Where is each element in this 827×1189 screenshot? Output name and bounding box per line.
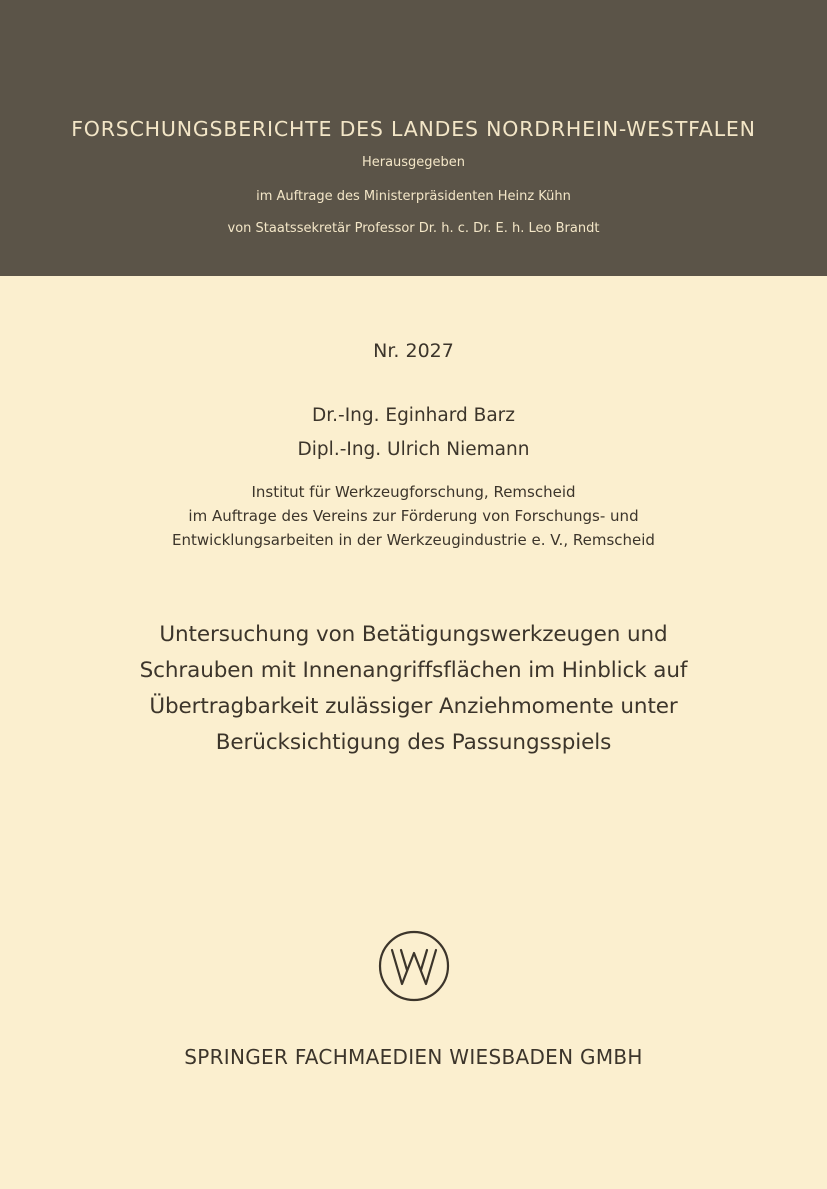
title-line-3: Übertragbarkeit zulässiger Anziehmomente unter <box>149 694 678 719</box>
title-line-4: Berücksichtigung des Passungsspiels <box>215 730 612 755</box>
institution-line-2: im Auftrage des Vereins zur Förderung von Forschungs- und <box>188 507 639 525</box>
report-number: Nr. 2027 <box>373 340 454 362</box>
series-title: FORSCHUNGSBERICHTE DES LANDES NORDRHEIN-WESTFALEN <box>71 117 756 141</box>
editor-label: Herausgegeben <box>361 155 466 170</box>
commission-line: im Auftrage des Ministerpräsidenten Heinz Kühn <box>256 189 571 204</box>
title-line-2: Schrauben mit Innenangriffsflächen im Hinblick auf <box>139 658 688 683</box>
institution-block <box>0 480 827 552</box>
institution-line-3: Entwicklungsarbeiten in der Werkzeugindustrie e. V., Remscheid <box>172 531 655 549</box>
title-line-1: Untersuchung von Betätigungswerkzeugen und <box>159 622 668 647</box>
header-band <box>0 0 827 276</box>
publisher-name: SPRINGER FACHMAEDIEN WIESBADEN GMBH <box>184 1045 643 1069</box>
author-2: Dipl.-Ing. Ulrich Niemann <box>297 439 530 460</box>
author-1: Dr.-Ing. Eginhard Barz <box>311 405 515 426</box>
editor-line: von Staatssekretär Professor Dr. h. c. Dr. E. h. Leo Brandt <box>227 221 600 236</box>
publisher-logo <box>377 929 451 1003</box>
institution-line-1: Institut für Werkzeugforschung, Remscheid <box>251 483 576 501</box>
report-title <box>0 617 827 761</box>
